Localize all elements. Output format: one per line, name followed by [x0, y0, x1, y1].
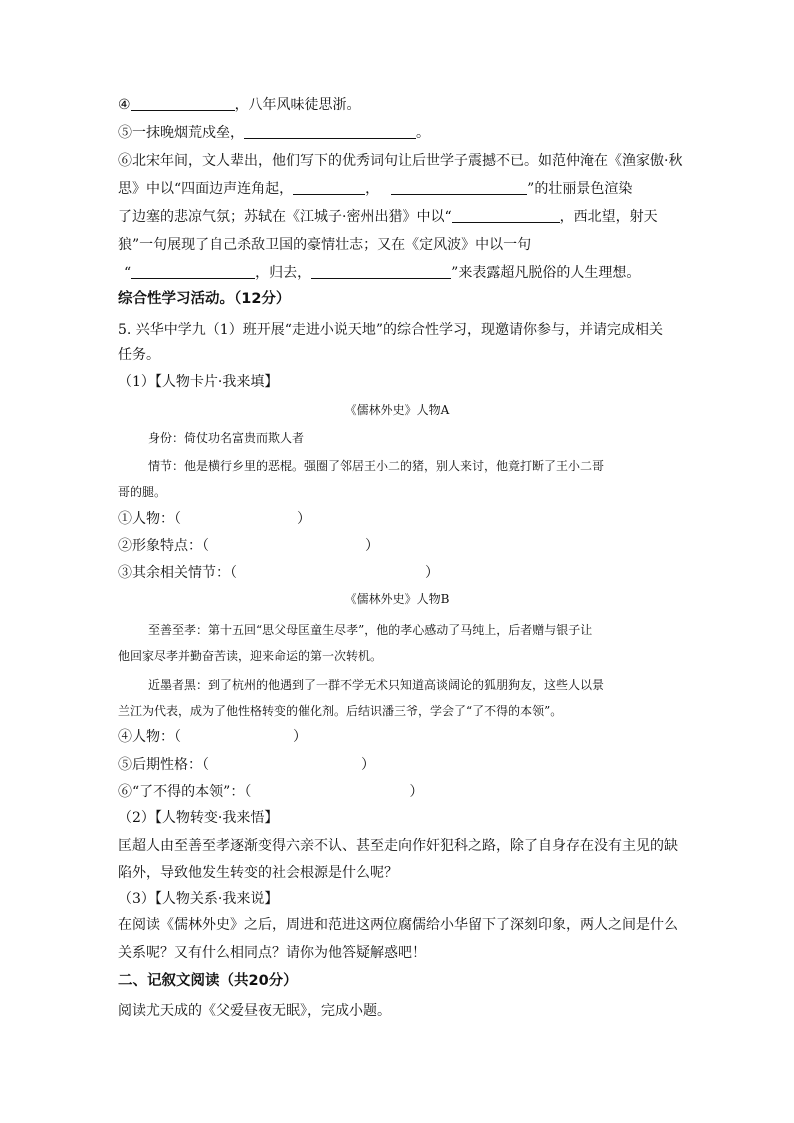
item-6-text: ， [365, 181, 380, 197]
item-4-label: ④ [118, 97, 131, 113]
item-6-text: 了边塞的悲凉气氛；苏轼在《江城子·密州出猎》中以“ [118, 209, 452, 225]
card-a-plot-line1: 情节：他是横行乡里的恶棍。强圈了邻居王小二的猪，别人来讨，他竟打断了王小二哥 [148, 459, 605, 473]
q5-intro-line1: 5. 兴华中学九（1）班开展“走进小说天地”的综合性学习，现邀请你参与，并请完成相关 [118, 322, 664, 338]
blank-4[interactable] [131, 96, 235, 111]
item-5-end: 。 [416, 125, 430, 141]
blank-5[interactable] [244, 124, 416, 139]
blank-6b[interactable] [391, 180, 527, 195]
item-6-text: ”的壮丽景色渲染 [527, 181, 633, 197]
paren-close: ） [365, 538, 379, 554]
item-6-line4: 狼”一句展现了自己杀敌卫国的豪情壮志；又在《定风波》中以一句 [118, 237, 532, 253]
task1-heading: （1）【人物卡片·我来填】 [118, 374, 279, 390]
item-5-line [118, 124, 430, 142]
paren-close: ） [361, 757, 375, 773]
fill-1-line [118, 510, 311, 528]
item-6-line3 [118, 208, 658, 226]
q5-intro-line2: 任务。 [118, 347, 160, 363]
item-6-text: “ [124, 265, 132, 281]
paren-close: ） [425, 565, 439, 581]
task3-heading: （3）【人物关系·我来说】 [118, 891, 279, 907]
task2-line1: 匡超人由至善至孝逐渐变得六亲不认、甚至走向作奸犯科之路，除了自身存在没有主见的缺 [118, 838, 678, 854]
card-b-title: 《儒林外史》人物B [344, 592, 450, 606]
item-4-line [118, 96, 361, 114]
narrative-intro: 阅读尤天成的《父爱昼夜无眠》，完成小题。 [118, 1003, 391, 1019]
card-b-para2-line1: 近墨者黑：到了杭州的他遇到了一群不学无术只知道高谈阔论的狐朋狗友，这些人以景 [148, 678, 605, 692]
item-6-line5 [124, 264, 640, 282]
item-6-line1: ⑥北宋年间，文人辈出，他们写下的优秀词句让后世学子震撼不已。如范仲淹在《渔家傲·秋 [118, 153, 683, 169]
paren-close: ） [297, 511, 311, 527]
card-b-para1-line2: 他回家尽孝并勤奋苦读，迎来命运的第一次转机。 [118, 649, 383, 663]
fill-2-line [118, 537, 379, 555]
paren-close: ） [293, 729, 307, 745]
item-5-text: ⑤一抹晚烟荒戍垒， [118, 125, 244, 141]
fill-4-line [118, 728, 307, 746]
fill-2-label: ②形象特点：（ [118, 538, 209, 554]
card-a-plot-line2: 哥的腿。 [118, 485, 167, 499]
task2-heading: （2）【人物转变·我来悟】 [118, 810, 279, 826]
item-6-text: 思》中以“四面边声连角起， [118, 181, 294, 197]
fill-5-line [118, 756, 375, 774]
fill-4-label: ④人物：（ [118, 729, 181, 745]
blank-6a[interactable] [293, 180, 365, 195]
blank-6d[interactable] [131, 264, 255, 279]
item-6-text: ”来表露超凡脱俗的人生理想。 [451, 265, 641, 281]
item-6-line2 [118, 180, 632, 198]
task3-line2: 关系呢？又有什么相同点？请你为他答疑解惑吧！ [118, 945, 426, 961]
item-6-text: ，归去， [255, 265, 312, 281]
task2-line2: 陷外，导致他发生转变的社会根源是什么呢？ [118, 865, 398, 881]
item-6-text: ，西北望，射天 [559, 209, 658, 225]
fill-6-line [118, 783, 423, 801]
fill-3-label: ③其余相关情节：（ [118, 565, 237, 581]
section-heading-narrative: 二、记叙文阅读（共20分） [118, 973, 298, 989]
item-4-text: ，八年风味徒思浙。 [234, 97, 361, 113]
fill-3-line [118, 564, 439, 582]
fill-6-label: ⑥“了不得的本领”：（ [118, 784, 252, 800]
card-a-identity: 身份：倚仗功名富贵而欺人者 [148, 431, 305, 445]
fill-1-label: ①人物：（ [118, 511, 181, 527]
section-heading-comprehensive: 综合性学习活动。（12分） [118, 291, 291, 307]
blank-6e[interactable] [311, 264, 451, 279]
fill-5-label: ⑤后期性格：（ [118, 757, 209, 773]
blank-6c[interactable] [452, 208, 560, 223]
card-a-title: 《儒林外史》人物A [344, 403, 450, 417]
card-b-para2-line2: 兰江为代表，成为了他性格转变的催化剂。后结识潘三爷，学会了“了不得的本领”。 [118, 704, 563, 718]
paren-close: ） [409, 784, 424, 800]
task3-line1: 在阅读《儒林外史》之后，周进和范进这两位腐儒给小华留下了深刻印象，两人之间是什么 [118, 917, 678, 933]
card-b-para1-line1: 至善至孝：第十五回“思父母匡童生尽孝”，他的孝心感动了马纯上，后者赠与银子让 [148, 623, 593, 637]
